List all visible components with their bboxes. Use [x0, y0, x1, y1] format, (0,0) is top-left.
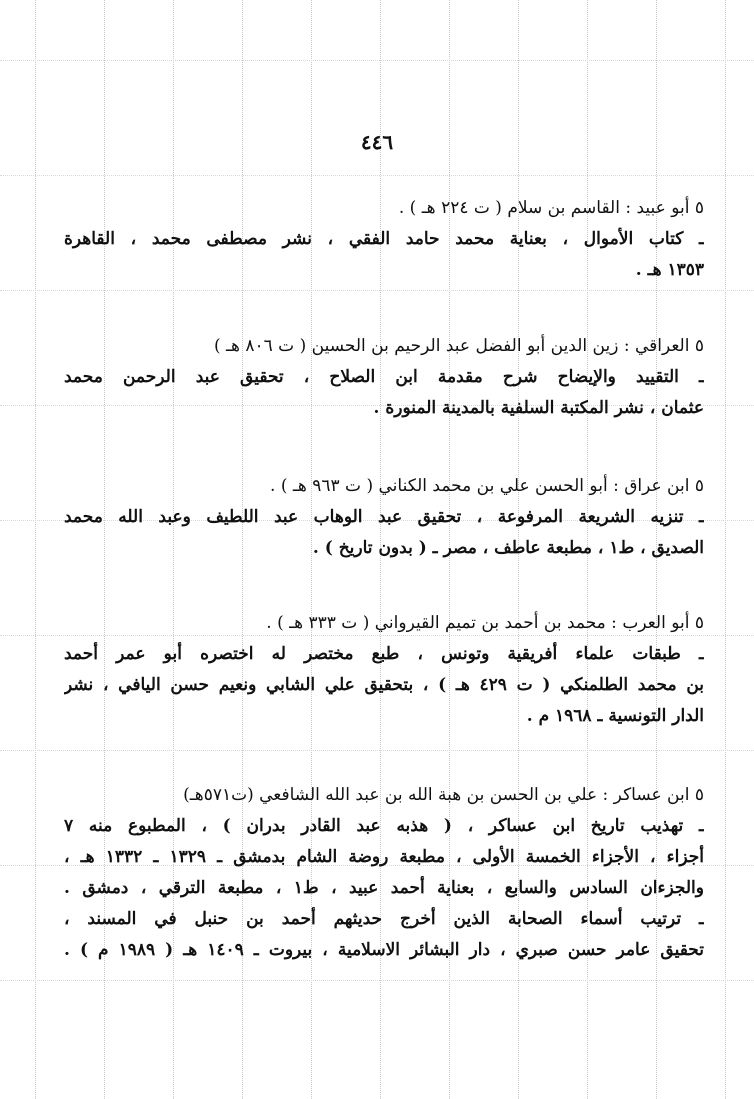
page-number: ٤٤٦ — [360, 130, 394, 154]
bibliography-entry — [64, 331, 704, 424]
work-line: بن محمد الطلمنكي ( ت ٤٢٩ هـ ) ، بتحقيق علي الشابي ونعيم حسن اليافي ، نشر — [64, 675, 704, 695]
work-line: ـ ترتيب أسماء الصحابة الذين أخرج حديثهم أحمد بن حنبل في المسند ، — [64, 909, 704, 929]
work-line: تحقيق عامر حسن صبري ، دار البشائر الاسلامية ، بيروت ـ ١٤٠٩ هـ ( ١٩٨٩ م ) . — [64, 940, 704, 960]
rule-line — [0, 60, 754, 61]
bibliography-entry — [64, 780, 704, 966]
author-line: ٥ أبو العرب : محمد بن أحمد بن تميم القيرواني ( ت ٣٣٣ هـ ) . — [266, 613, 704, 633]
work-line: أجزاء ، الأجزاء الخمسة الأولى ، مطبعة روضة الشام بدمشق ـ ١٣٢٩ ـ ١٣٣٢ هـ ، — [64, 847, 704, 867]
author-line: ٥ أبو عبيد : القاسم بن سلام ( ت ٢٢٤ هـ ) . — [398, 198, 704, 218]
work-line: ـ طبقات علماء أفريقية وتونس ، طبع مختصر له اختصره أبو عمر أحمد — [64, 644, 704, 664]
rule-line — [0, 175, 754, 176]
author-line: ٥ ابن عساكر : علي بن الحسن بن هبة الله بن عبد الله الشافعي (ت٥٧١هـ) — [183, 785, 704, 805]
work-line: ـ التقييد والإيضاح شرح مقدمة ابن الصلاح ، تحقيق عبد الرحمن محمد — [64, 367, 704, 387]
rule-line — [725, 0, 726, 1099]
rule-line — [0, 750, 754, 751]
work-line: عثمان ، نشر المكتبة السلفية بالمدينة المنورة . — [373, 398, 704, 418]
work-line: الصديق ، ط١ ، مطبعة عاطف ، مصر ـ ( بدون تاريخ ) . — [312, 538, 704, 558]
bibliography-entry — [64, 608, 704, 732]
author-line: ٥ ابن عراق : أبو الحسن علي بن محمد الكناني ( ت ٩٦٣ هـ ) . — [270, 476, 704, 496]
work-line: ١٣٥٣ هـ . — [635, 260, 704, 280]
work-line: والجزءان السادس والسابع ، بعناية أحمد عبيد ، ط١ ، مطبعة الترقي ، دمشق . — [64, 878, 704, 898]
rule-line — [0, 980, 754, 981]
bibliography-entry — [64, 471, 704, 564]
work-line: ـ تنزيه الشريعة المرفوعة ، تحقيق عبد الوهاب عبد اللطيف وعبد الله محمد — [64, 507, 704, 527]
rule-line — [35, 0, 36, 1099]
work-line: ـ تهذيب تاريخ ابن عساكر ، ( هذبه عبد القادر بدران ) ، المطبوع منه ٧ — [64, 816, 704, 836]
work-line: الدار التونسية ـ ١٩٦٨ م . — [526, 706, 704, 726]
author-line: ٥ العراقي : زين الدين أبو الفضل عبد الرحيم بن الحسين ( ت ٨٠٦ هـ ) — [213, 336, 704, 356]
work-line: ـ كتاب الأموال ، بعناية محمد حامد الفقي ، نشر مصطفى محمد ، القاهرة — [64, 229, 704, 249]
rule-line — [0, 290, 754, 291]
bibliography-entry — [64, 193, 704, 286]
